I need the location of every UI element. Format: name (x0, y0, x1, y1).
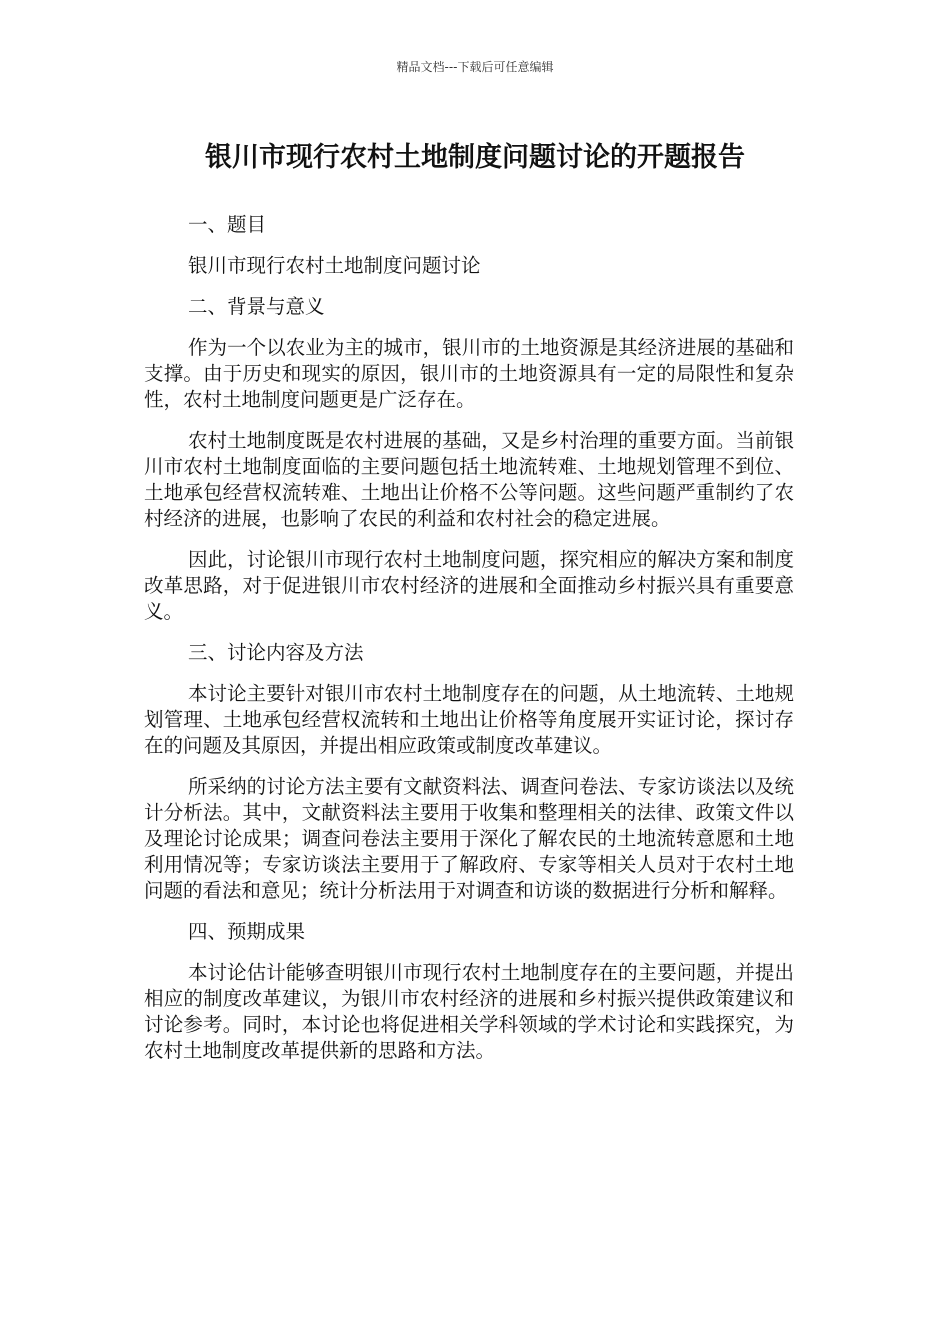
document-title: 银川市现行农村土地制度问题讨论的开题报告 (205, 142, 745, 173)
paragraph: 本讨论估计能够查明银川市现行农村土地制度存在的主要问题，并提出相应的制度改革建议，为银川市农村经济的进展和乡村振兴提供政策建议和讨论参考。同时，本讨论也将促进相关学科领域的学术讨论和实践探究，为农村土地制度改革提供新的思路和方法。 (144, 961, 794, 1062)
section-heading-topic: 一、题目 (188, 213, 267, 236)
paragraph: 银川市现行农村土地制度问题讨论 (188, 254, 481, 277)
paragraph: 作为一个以农业为主的城市，银川市的土地资源是其经济进展的基础和支撑。由于历史和现实的原因，银川市的土地资源具有一定的局限性和复杂性，农村土地制度问题更是广泛存在。 (144, 336, 794, 411)
header-note: 精品文档---下载后可任意编辑 (396, 60, 554, 74)
paragraph: 农村土地制度既是农村进展的基础，又是乡村治理的重要方面。当前银川市农村土地制度面临的主要问题包括土地流转难、土地规划管理不到位、土地承包经营权流转难、土地出让价格不公等问题。这些问题严重制约了农村经济的进展，也影响了农民的利益和农村社会的稳定进展。 (144, 429, 794, 530)
paragraph: 本讨论主要针对银川市农村土地制度存在的问题，从土地流转、土地规划管理、土地承包经营权流转和土地出让价格等角度展开实证讨论，探讨存在的问题及其原因，并提出相应政策或制度改革建议。 (144, 682, 794, 757)
paragraph: 因此，讨论银川市现行农村土地制度问题，探究相应的解决方案和制度改革思路，对于促进银川市农村经济的进展和全面推动乡村振兴具有重要意义。 (144, 548, 794, 623)
paragraph: 所采纳的讨论方法主要有文献资料法、调查问卷法、专家访谈法以及统计分析法。其中，文献资料法主要用于收集和整理相关的法律、政策文件以及理论讨论成果；调查问卷法主要用于深化了解农民的土地流转意愿和土地利用情况等；专家访谈法主要用于了解政府、专家等相关人员对于农村土地问题的看法和意见；统计分析法用于对调查和访谈的数据进行分析和解释。 (144, 775, 794, 902)
document-body (144, 212, 794, 1079)
section-heading-outcomes: 四、预期成果 (188, 920, 306, 943)
section-heading-background: 二、背景与意义 (188, 295, 325, 318)
section-heading-methods: 三、讨论内容及方法 (188, 641, 364, 664)
